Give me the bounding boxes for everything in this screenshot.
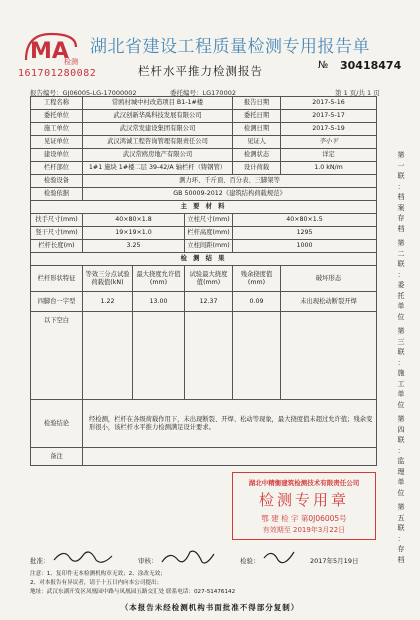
page-indicator: 第 1 页/共 1 页 (335, 89, 380, 97)
side-label-copy-4: 第 四 联 ： 监 理 单 位 (397, 415, 405, 497)
supervisor-value: 武汉鸿诚工程咨询管理有限责任公司 (83, 136, 233, 149)
svg-text:MA: MA (30, 39, 69, 64)
results-header-residual: 残余挠度值(mm) (233, 266, 281, 292)
test-status-value: 详定 (281, 149, 377, 162)
rail-size-value: 40×80×1.8 (83, 214, 185, 227)
results-header-shape: 栏杆形状特征 (31, 266, 83, 292)
entrust-date-value: 2017-5-17 (281, 110, 377, 123)
sign-date: 2017年5月19日 (310, 557, 359, 565)
material-section-title: 主 要 材 料 (31, 201, 377, 214)
results-header-allow: 最大挠度允许值(mm) (133, 266, 185, 292)
stamp-org: 湖北中精衡建筑检测技术有限责任公司 (248, 479, 360, 487)
design-load-value: 1.0 kN/m (281, 162, 377, 175)
ma-subtitle: 检测 (64, 58, 78, 66)
report-table (30, 96, 377, 466)
location-label: 栏杆部位 (31, 162, 83, 175)
stamp-license: 鄂 建 检 字 第0J06005号 (261, 514, 347, 523)
witness-label: 见证人 (233, 136, 281, 149)
copy-disclaimer: （本报告未经检测机构书面批准不得部分复制） (120, 603, 300, 612)
result-allow: 13.00 (133, 292, 185, 312)
side-label-copy-5: 第 五 联 ： 存 档 (397, 503, 405, 564)
builder-label: 施工单位 (31, 123, 83, 136)
side-label-copy-1: 第 一 联 ： 档 案 存 档 (397, 151, 405, 233)
report-no-label: № (318, 60, 329, 71)
approver-signature (50, 546, 120, 568)
blank-marker: 以下空白 (31, 312, 83, 400)
stamp-validity: 有效期至 2019年3月22日 (262, 526, 346, 534)
rail-length-label: 栏杆长度(m) (31, 240, 83, 253)
results-section-title: 检 测 结 果 (31, 253, 377, 266)
tester-signature (260, 546, 300, 568)
report-date-value: 2017-5-16 (281, 97, 377, 110)
post-size-label: 立柱尺寸(mm) (185, 214, 233, 227)
post-size-value: 40×80×1.5 (233, 214, 377, 227)
remark-label: 备注 (31, 448, 83, 466)
location-value: 1#1 施块 1#楼二层 39-42/A 轴栏杆（铸钢管） (83, 162, 233, 175)
side-label-copy-3: 第 三 联 ： 施 工 单 位 (397, 327, 405, 409)
cma-cert-number: 161701280082 (18, 68, 97, 79)
basis-value: GB 50009-2012《建筑结构荷载规范》 (83, 188, 377, 201)
reviewer-label: 审核： (138, 557, 158, 565)
signature-row (28, 546, 378, 568)
client-value: 武汉创新华禹科技发展有限公司 (83, 110, 233, 123)
builder-value: 武汉常发建设集团有限公司 (83, 123, 233, 136)
rail-length-value: 3.25 (83, 240, 185, 253)
test-status-label: 检测状态 (233, 149, 281, 162)
report-date-label: 报告日期 (233, 97, 281, 110)
witness-value: 李小平 (281, 136, 377, 149)
report-serial-number: 30418474 (340, 59, 402, 72)
note-line: 注意：1、复印件无本检测机构章无效；2、涂改无效； (30, 571, 166, 577)
footer-notes (30, 570, 380, 597)
table-row (31, 292, 377, 312)
reviewer-signature (158, 546, 218, 568)
result-residual: 0.09 (233, 292, 281, 312)
report-title: 栏杆水平推力检测报告 (138, 64, 263, 78)
result-load: 1.22 (83, 292, 133, 312)
entrust-date-label: 委托日期 (233, 110, 281, 123)
entrust-code: 委托编号：LG170002 (170, 89, 236, 97)
results-header-load: 等效三分点试验荷载值(kN) (83, 266, 133, 292)
developer-value: 武汉常鸥房地产有限公司 (83, 149, 233, 162)
side-label-copy-2: 第 二 联 ： 委 托 单 位 (397, 239, 405, 321)
project-value: 常鸥村城中村改造项目 B1-1#楼 (83, 97, 233, 110)
result-max: 12.37 (185, 292, 233, 312)
supervisor-label: 见证单位 (31, 136, 83, 149)
approver-label: 批准： (30, 557, 50, 565)
test-date-label: 检测日期 (233, 123, 281, 136)
rail-height-value: 1295 (233, 227, 377, 240)
equipment-label: 检验设备 (31, 175, 83, 188)
client-label: 委托单位 (31, 110, 83, 123)
results-header-failure: 破坏形态 (281, 266, 377, 292)
rail-size-label: 扶手尺寸(mm) (31, 214, 83, 227)
design-load-label: 设计荷载 (233, 162, 281, 175)
tester-label: 检验： (240, 557, 260, 565)
result-shape: 四脚台一字型 (31, 292, 83, 312)
conclusion-label: 检验结论 (31, 400, 83, 448)
org-title: 湖北省建设工程质量检测专用报告单 (90, 37, 370, 57)
result-failure: 未出现松动断裂开焊 (281, 292, 377, 312)
test-date-value: 2017-5-19 (281, 123, 377, 136)
developer-label: 建设单位 (31, 149, 83, 162)
report-code: 报告编号：GJ06005-LG-17000002 (30, 89, 137, 97)
project-label: 工程名称 (31, 97, 83, 110)
bar-size-label: 竖干尺寸(mm) (31, 227, 83, 240)
post-spacing-label: 立柱间距(mm) (185, 240, 233, 253)
rail-height-label: 栏杆高度(mm) (185, 227, 233, 240)
stamp-title: 检测专用章 (258, 491, 349, 509)
post-spacing-value: 1000 (233, 240, 377, 253)
note-line: 地址：武汉东湖开发区凤凰园中路与凤凰园五路交汇处 联系电话：027-51476142 (30, 589, 236, 595)
inspection-stamp (232, 472, 376, 540)
basis-label: 检验依据 (31, 188, 83, 201)
conclusion-text: 经检测，栏杆在各级荷载作用下，未出现断裂、开焊、松动等现象，最大挠度值未超过允许值；残余变形很小，该栏杆水平推力检测满足设计要求。 (83, 400, 377, 448)
results-header-max: 试验最大挠度值(mm) (185, 266, 233, 292)
note-line: 2、对本报告有异议者，请于十五日内向本公司提出； (30, 580, 163, 586)
bar-size-value: 19×19×1.0 (83, 227, 185, 240)
equipment-value: 测力环、千斤顶、百分表、三脚架等 (83, 175, 377, 188)
